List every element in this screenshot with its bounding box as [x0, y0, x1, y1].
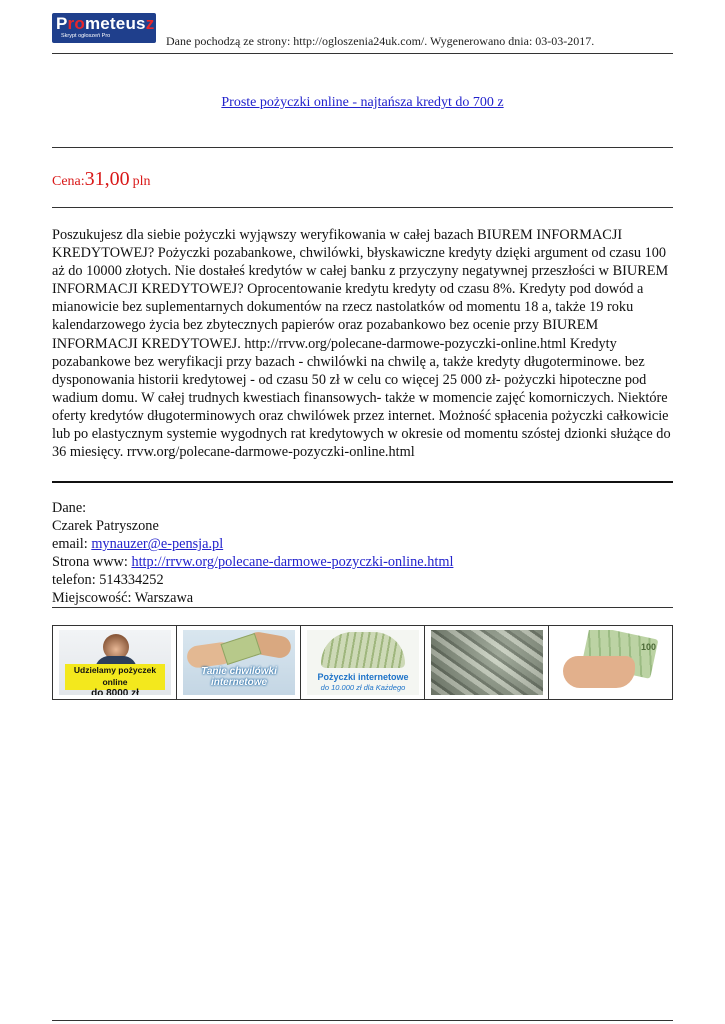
title-divider [52, 147, 673, 148]
contact-section [52, 499, 453, 608]
hand-shape [563, 656, 635, 688]
image-shade [431, 630, 543, 695]
gallery-cell-4[interactable] [425, 626, 549, 699]
price-label: Cena: [52, 174, 85, 189]
contact-heading: Dane: [52, 500, 87, 516]
listing-title-link[interactable]: Proste pożyczki online - najtańsza kredyt do 700 z [221, 95, 504, 110]
contact-www-row [52, 553, 453, 571]
city-label: Miejscowość: [52, 590, 132, 607]
banknote-fan-shape [321, 632, 405, 668]
email-link[interactable]: mynauzer@e-pensja.pl [91, 536, 224, 553]
price [52, 168, 151, 191]
thumbnail-hand-banknotes-image[interactable] [555, 630, 667, 695]
phone-label: telefon: [52, 572, 96, 589]
logo-text: Prometeusz [56, 14, 155, 33]
thumb3-subcaption: do 10.000 zł dla Każdego [320, 683, 406, 692]
city-value: Warszawa [134, 590, 194, 607]
www-link[interactable]: http://rrvw.org/polecane-darmowe-pozyczki-online.html [131, 554, 454, 571]
contact-divider [52, 607, 673, 608]
price-divider [52, 207, 673, 208]
contact-city-row [52, 589, 453, 607]
gallery-cell-3[interactable] [301, 626, 425, 699]
header-divider [52, 53, 673, 54]
contact-name: Czarek Patryszone [52, 518, 159, 535]
email-label: email: [52, 536, 88, 553]
logo-subtitle: Skrypt ogłoszeń Pro [61, 33, 111, 39]
thumbnail-banknotes-image[interactable] [431, 630, 543, 695]
thumbnail-loan-online-image[interactable] [59, 630, 171, 695]
footer-divider [52, 1020, 673, 1021]
www-label: Strona www: [52, 554, 128, 571]
contact-email-row [52, 535, 453, 553]
thumbnail-banknote-fan-image[interactable] [307, 630, 419, 695]
gallery-cell-2[interactable] [177, 626, 301, 699]
phone-value: 514334252 [99, 572, 164, 589]
thumb3-caption: Pożyczki internetowe [317, 672, 409, 682]
source-info: Dane pochodzą ze strony: http://ogloszenia24uk.com/. Wygenerowano dnia: 03-03-2017. [166, 34, 595, 48]
thumb2-caption: Tanie chwilówki internetowe [201, 666, 277, 688]
banknote-number: 100 [641, 642, 657, 652]
price-currency: pln [132, 174, 151, 189]
description-divider [52, 481, 673, 483]
thumbnail-hands-money-image[interactable] [183, 630, 295, 695]
banknote-shape [220, 633, 261, 665]
price-value: 31,00 [84, 168, 130, 190]
listing-description: Poszukujesz dla siebie pożyczki wyjąwszy weryfikowania w całej bazach BIUREM INFORMACJI KREDYTOWEJ? Pożyczki pozabankowe, chwilówki, błyskawiczne kredyty dzięki argument od czasu 100 aż do 10000 złotych. Nie dostałeś kredytów w całej banku z przyczyny negatywnej przeszłości w BIUREM INFORMACJI KREDYTOWEJ? Oprocentowanie kredytu kredyty od czasu 8%. Kredyty pod dowód a mianowicie bez suplementarnych dokumentów na rzecz nastolatków od momentu 18 a, także 19 roku kalendarzowego życia bez zbytecznych papierów oraz pozabankowo bez ocenie przy BIUREM INFORMACJI KREDYTOWEJ. http://rrvw.org/polecane-darmowe-pozyczki-online.html Kredyty pozabankowe bez weryfikacji przy bazach - chwilówki na chwilę a, także kredyty długoterminowe. bez dysponowania historii kredytowej - od czasu 50 zł w celu co więcej 25 000 zł- pożyczki hipoteczne pod wadium domu. W całej trudnych kwestiach finansowych- także w momencie zajęć komorniczych. Niektóre oferty kredytów długoterminowych oraz chwilówek przez internet. Możność spłacenia pożyczki całkowicie lub po elastycznym systemie wygodnych rat kredytowych w okresie od momentu szóstej dzionki służące do 36 miesięcy. rrvw.org/polecane-darmowe-pozyczki-online.html [52, 227, 671, 461]
contact-phone-row [52, 571, 453, 589]
thumb1-banner: Udzielamy pożyczek online do 8000 zł [65, 664, 165, 690]
image-gallery [52, 625, 673, 700]
gallery-cell-1[interactable] [53, 626, 177, 699]
site-logo[interactable] [52, 13, 156, 43]
gallery-cell-5[interactable] [549, 626, 672, 699]
